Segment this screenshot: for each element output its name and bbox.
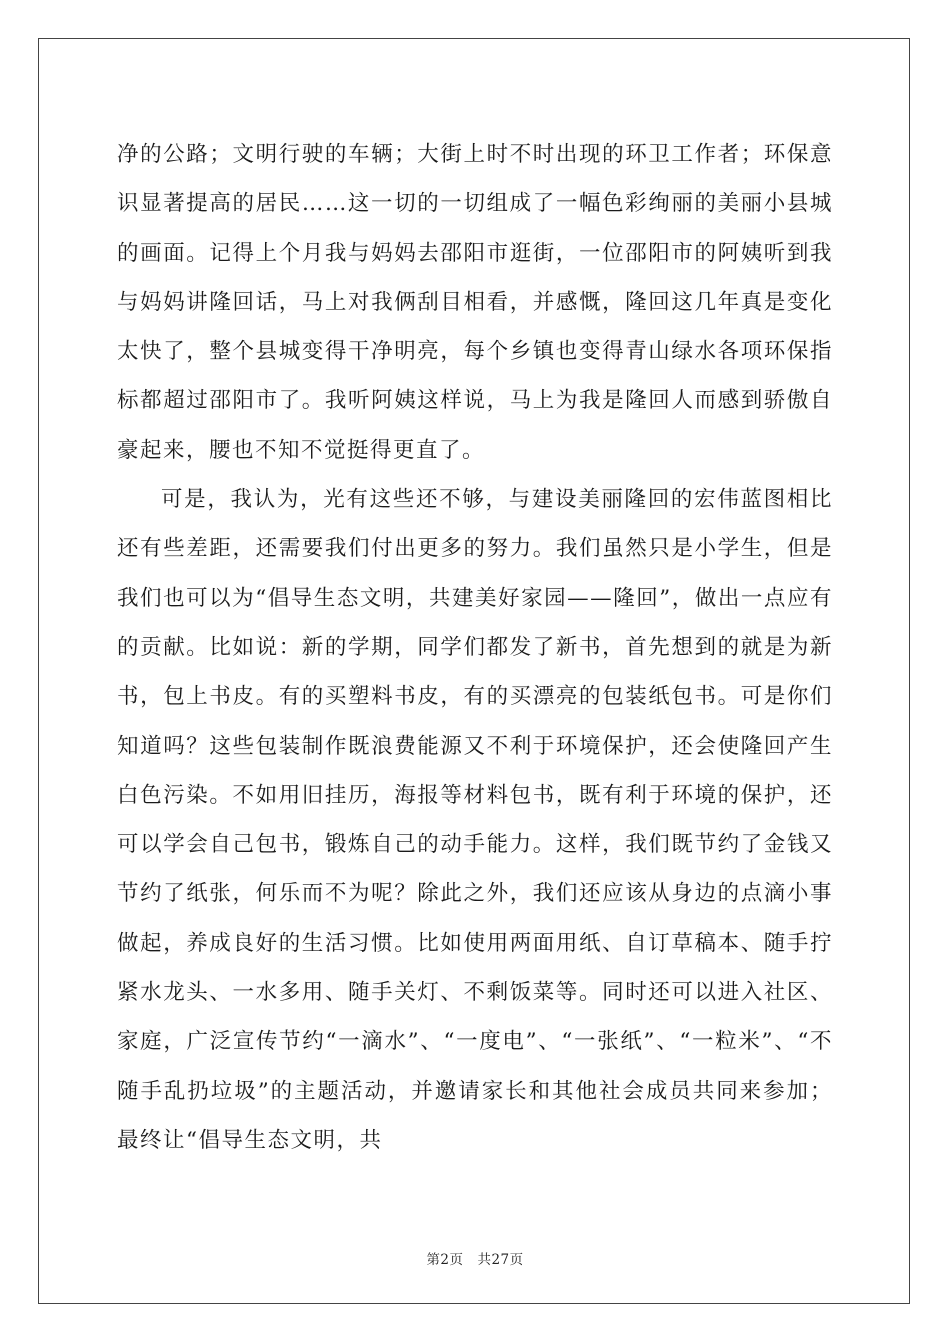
page-footer — [0, 1248, 950, 1268]
paragraph-2: 可是，我认为，光有这些还不够，与建设美丽隆回的宏伟蓝图相比还有些差距，还需要我们付出更多的努力。我们虽然只是小学生，但是我们也可以为“倡导生态文明，共建美好家园——隆回”，做出一点应有的贡献。比如说：新的学期，同学们都发了新书，首先想到的就是为新书，包上书皮。有的买塑料书皮，有的买漂亮的包装纸包书。可是你们知道吗？这些包装制作既浪费能源又不利于环境保护，还会使隆回产生白色污染。不如用旧挂历，海报等材料包书，既有利于环境的保护，还可以学会自己包书，锻炼自己的动手能力。这样，我们既节约了金钱又节约了纸张，何乐而不为呢？除此之外，我们还应该从身边的点滴小事做起，养成良好的生活习惯。比如使用两面用纸、自订草稿本、随手拧紧水龙头、一水多用、随手关灯、不剩饭菜等。同时还可以进入社区、家庭，广泛宣传节约“一滴水”、“一度电”、“一张纸”、“一粒米”、“不随手乱扔垃圾”的主题活动，并邀请家长和其他社会成员共同来参加；最终让“倡导生态文明，共 — [117, 487, 833, 1153]
paragraph-1: 净的公路；文明行驶的车辆；大街上时不时出现的环卫工作者；环保意识显著提高的居民……这一切的一切组成了一幅色彩绚丽的美丽小县城的画面。记得上个月我与妈妈去邵阳市逛街，一位邵阳市的阿姨听到我与妈妈讲隆回话，马上对我俩刮目相看，并感慨，隆回这几年真是变化太快了，整个县城变得干净明亮，每个乡镇也变得青山绿水各项环保指标都超过邵阳市了。我听阿姨这样说，马上为我是隆回人而感到骄傲自豪起来，腰也不知不觉挺得更直了。 — [117, 142, 833, 463]
document-body — [117, 130, 833, 1165]
page-total: 共27页 — [477, 1252, 524, 1268]
page-number: 第2页 — [426, 1252, 464, 1268]
